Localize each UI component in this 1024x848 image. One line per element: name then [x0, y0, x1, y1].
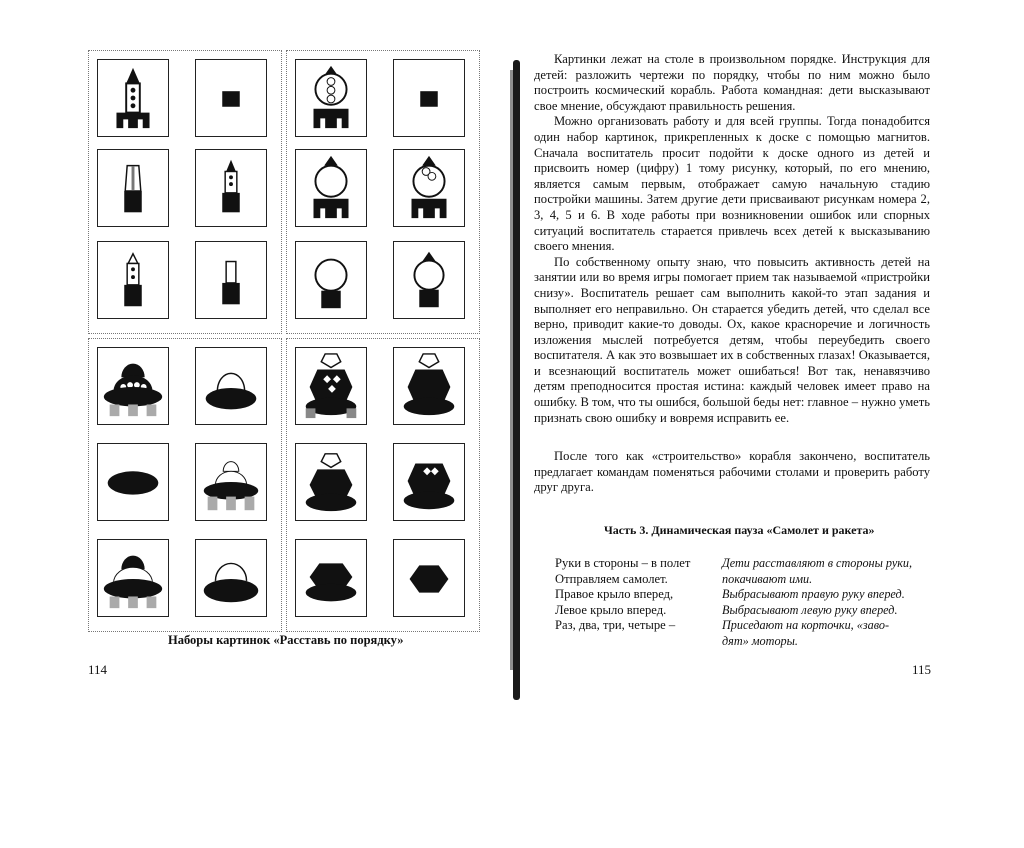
card-ship-b-top	[393, 347, 465, 425]
paragraph: По собственному опыту знаю, что повысить активность детей на занятии или во время игры помогает прием так называемой «пристройки снизу». Воспитатель решает сам выполнить какой-то этап задания и выполняет его неправильно. Он старается убедить детей, что сделал все верно, приводит какие-то доводы. Ох, какое красноречие и логичность изложения мыслей потребуется детям, чтобы переубедить своего воспитателя. А как это возвышает их в собственных глазах! Оказывается, и всезнающий воспитатель может ошибаться! Вот так, ненавязчиво детям преподносится простая истина: каждый человек имеет право на ошибку. В том, что ты ошибся, большой беды нет: главное – нужно уметь признать свою ошибку и вовремя исправить ее.	[534, 254, 930, 425]
poem-line: Левое крыло вперед.	[555, 602, 667, 617]
card-saucer-dome	[195, 347, 267, 425]
card-rocket-complete	[97, 59, 169, 137]
picture-card-sets	[88, 50, 480, 630]
card-ship-b-stage-2	[295, 443, 367, 521]
card-rocket-body-block	[195, 241, 267, 319]
paragraph: После того как «строительство» корабля закончено, воспитатель предлагает командам поменяться рабочими столами и проверить работу друг друга.	[534, 449, 930, 495]
action-line: дят» моторы.	[722, 633, 798, 648]
card-rocket-b-stage-sphere	[295, 241, 367, 319]
book-spine	[513, 60, 520, 700]
poem-line: Раз, два, три, четыре –	[555, 618, 676, 633]
rocket-set-a	[88, 50, 282, 334]
poem-line: Отправляем самолет.	[555, 571, 668, 586]
card-square-base-b	[393, 59, 465, 137]
poem-lines	[555, 556, 690, 634]
action-line: Выбрасывают правую руку вперед.	[722, 587, 905, 602]
card-rocket-body-stage	[97, 149, 169, 227]
action-line: покачивают ими.	[722, 571, 813, 586]
action-lines	[722, 556, 934, 650]
card-rocket-b-stage-windows	[393, 149, 465, 227]
page-number-left: 114	[88, 662, 108, 677]
figure-caption: Наборы картинок «Расставь по порядку»	[168, 633, 404, 647]
card-saucer-base	[97, 443, 169, 521]
card-rocket-b-stage-fins	[295, 149, 367, 227]
card-hexagon-ellipse	[295, 539, 367, 617]
card-rocket-b-stage-nose	[393, 241, 465, 319]
poem-line: Правое крыло вперед,	[555, 587, 674, 602]
action-line: Приседают на корточки, «заво-	[722, 618, 889, 633]
card-ship-b-complete	[295, 347, 367, 425]
card-rocket-b-complete	[295, 59, 367, 137]
poem-line: Руки в стороны – в полет	[555, 556, 691, 570]
card-saucer-hull	[195, 539, 267, 617]
card-rocket-windows-stage	[97, 241, 169, 319]
paragraph: Картинки лежат на столе в произвольном порядке. Инструкция для детей: разложить чертежи по порядку, чтобы по ним можно было построить космический корабль. Работа командная: дети высказывают свое мнение, обсуждают правильность решения.	[534, 52, 930, 113]
card-ship-b-stage-3	[393, 443, 465, 521]
card-saucer-legs-b	[97, 539, 169, 617]
card-saucer-legs	[195, 443, 267, 521]
card-hexagon	[393, 539, 465, 617]
action-line: Выбрасывают левую руку вперед.	[722, 602, 898, 617]
rocket-set-b	[286, 50, 480, 334]
card-rocket-nose-stage	[195, 149, 267, 227]
card-saucer-complete	[97, 347, 169, 425]
action-line: Дети расставляют в стороны руки,	[722, 556, 913, 570]
closing-paragraph-block	[534, 449, 930, 496]
saucer-set-b	[286, 338, 480, 632]
paragraph: Можно организовать работу и для всей группы. Тогда понадобится один набор картинок, прикрепленных к доске с помощью магнитов. Сначала воспитатель просит подойти к доске одного из детей и присвоить номер (цифру) 1 тому рисунку, который, по его мнению, является самым первым, отображает самую начальную стадию постройки машины. Затем другие дети присваивают рисункам номера 2, 3, 4, 5 и 6. В ходе работы при возникновении ошибок или спорных ситуаций воспитатель старается привлечь всех детей к высказыванию своего мнения.	[534, 114, 930, 254]
main-text	[534, 52, 930, 426]
card-square-base	[195, 59, 267, 137]
section-title: Часть 3. Динамическая пауза «Самолет и ракета»	[604, 523, 875, 537]
page-number-right: 115	[912, 662, 932, 677]
saucer-set-a	[88, 338, 282, 632]
